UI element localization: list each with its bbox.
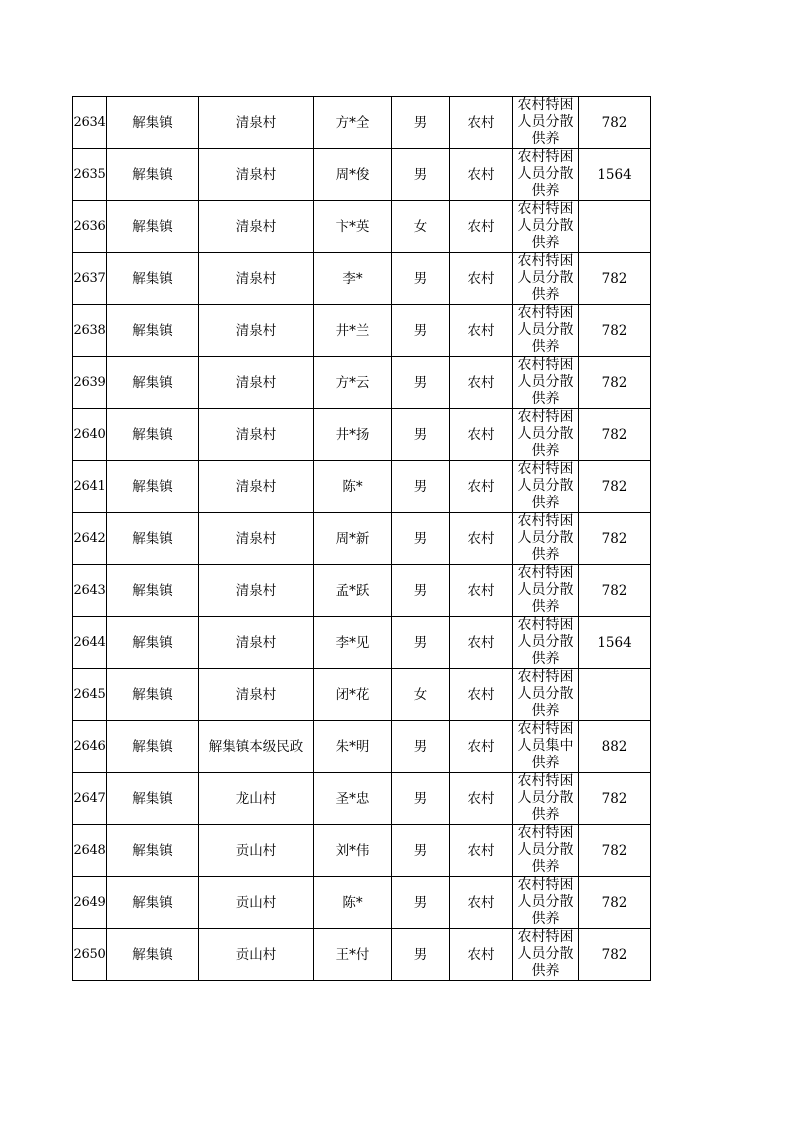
cell-amount: 782 [579, 409, 651, 461]
cell-serial-number: 2636 [73, 201, 107, 253]
table-row [73, 825, 651, 877]
cell-household-type: 农村 [450, 825, 513, 877]
cell-amount: 782 [579, 253, 651, 305]
cell-village: 清泉村 [199, 149, 314, 201]
cell-gender: 男 [392, 773, 450, 825]
cell-person-name: 李* [314, 253, 392, 305]
cell-category: 农村特困人员分散供养 [513, 357, 579, 409]
table-row [73, 513, 651, 565]
cell-category: 农村特困人员分散供养 [513, 149, 579, 201]
cell-village: 贡山村 [199, 929, 314, 981]
cell-person-name: 闭*花 [314, 669, 392, 721]
cell-amount: 782 [579, 357, 651, 409]
cell-gender: 男 [392, 461, 450, 513]
cell-amount: 1564 [579, 617, 651, 669]
table-row [73, 461, 651, 513]
cell-category: 农村特困人员分散供养 [513, 201, 579, 253]
cell-serial-number: 2650 [73, 929, 107, 981]
cell-amount: 782 [579, 877, 651, 929]
cell-amount: 782 [579, 461, 651, 513]
cell-household-type: 农村 [450, 149, 513, 201]
cell-town: 解集镇 [107, 669, 199, 721]
cell-town: 解集镇 [107, 773, 199, 825]
cell-gender: 男 [392, 617, 450, 669]
table-row [73, 201, 651, 253]
cell-category: 农村特困人员分散供养 [513, 825, 579, 877]
cell-household-type: 农村 [450, 773, 513, 825]
cell-household-type: 农村 [450, 513, 513, 565]
cell-amount [579, 669, 651, 721]
cell-village: 清泉村 [199, 513, 314, 565]
cell-person-name: 方*云 [314, 357, 392, 409]
cell-village: 清泉村 [199, 669, 314, 721]
table-row [73, 929, 651, 981]
cell-amount: 782 [579, 97, 651, 149]
cell-town: 解集镇 [107, 357, 199, 409]
cell-category: 农村特困人员分散供养 [513, 929, 579, 981]
cell-village: 清泉村 [199, 253, 314, 305]
cell-town: 解集镇 [107, 201, 199, 253]
cell-town: 解集镇 [107, 513, 199, 565]
table-row [73, 565, 651, 617]
cell-amount: 782 [579, 929, 651, 981]
cell-household-type: 农村 [450, 929, 513, 981]
data-table [72, 96, 651, 981]
cell-serial-number: 2637 [73, 253, 107, 305]
cell-category: 农村特困人员分散供养 [513, 461, 579, 513]
cell-gender: 女 [392, 201, 450, 253]
cell-serial-number: 2648 [73, 825, 107, 877]
cell-person-name: 王*付 [314, 929, 392, 981]
cell-category: 农村特困人员分散供养 [513, 253, 579, 305]
cell-town: 解集镇 [107, 721, 199, 773]
table-row [73, 149, 651, 201]
cell-town: 解集镇 [107, 565, 199, 617]
cell-category: 农村特困人员分散供养 [513, 409, 579, 461]
cell-gender: 男 [392, 929, 450, 981]
cell-village: 贡山村 [199, 825, 314, 877]
cell-village: 清泉村 [199, 565, 314, 617]
cell-gender: 男 [392, 409, 450, 461]
cell-amount: 1564 [579, 149, 651, 201]
cell-town: 解集镇 [107, 97, 199, 149]
cell-town: 解集镇 [107, 461, 199, 513]
table-row [73, 97, 651, 149]
cell-serial-number: 2640 [73, 409, 107, 461]
cell-household-type: 农村 [450, 409, 513, 461]
cell-person-name: 方*全 [314, 97, 392, 149]
cell-town: 解集镇 [107, 409, 199, 461]
cell-person-name: 周*俊 [314, 149, 392, 201]
cell-category: 农村特困人员分散供养 [513, 513, 579, 565]
cell-serial-number: 2635 [73, 149, 107, 201]
table-row [73, 721, 651, 773]
cell-town: 解集镇 [107, 149, 199, 201]
cell-household-type: 农村 [450, 669, 513, 721]
cell-serial-number: 2646 [73, 721, 107, 773]
cell-serial-number: 2647 [73, 773, 107, 825]
cell-village: 清泉村 [199, 357, 314, 409]
cell-serial-number: 2638 [73, 305, 107, 357]
cell-gender: 男 [392, 305, 450, 357]
cell-household-type: 农村 [450, 357, 513, 409]
cell-serial-number: 2644 [73, 617, 107, 669]
cell-village: 清泉村 [199, 305, 314, 357]
cell-gender: 男 [392, 149, 450, 201]
cell-gender: 女 [392, 669, 450, 721]
cell-household-type: 农村 [450, 617, 513, 669]
cell-village: 清泉村 [199, 617, 314, 669]
cell-town: 解集镇 [107, 253, 199, 305]
cell-person-name: 陈* [314, 461, 392, 513]
table-row [73, 669, 651, 721]
table-row [73, 877, 651, 929]
cell-village: 龙山村 [199, 773, 314, 825]
table-row [73, 617, 651, 669]
cell-category: 农村特困人员分散供养 [513, 669, 579, 721]
cell-town: 解集镇 [107, 305, 199, 357]
cell-household-type: 农村 [450, 877, 513, 929]
table-row [73, 357, 651, 409]
cell-amount: 882 [579, 721, 651, 773]
cell-category: 农村特困人员集中供养 [513, 721, 579, 773]
cell-gender: 男 [392, 253, 450, 305]
cell-category: 农村特困人员分散供养 [513, 773, 579, 825]
cell-gender: 男 [392, 877, 450, 929]
cell-village: 清泉村 [199, 409, 314, 461]
cell-amount: 782 [579, 773, 651, 825]
cell-person-name: 卞*英 [314, 201, 392, 253]
table-row [73, 253, 651, 305]
cell-category: 农村特困人员分散供养 [513, 565, 579, 617]
cell-person-name: 孟*跃 [314, 565, 392, 617]
cell-serial-number: 2634 [73, 97, 107, 149]
cell-gender: 男 [392, 513, 450, 565]
cell-amount: 782 [579, 513, 651, 565]
cell-serial-number: 2643 [73, 565, 107, 617]
cell-gender: 男 [392, 565, 450, 617]
cell-person-name: 井*兰 [314, 305, 392, 357]
cell-amount: 782 [579, 565, 651, 617]
cell-household-type: 农村 [450, 305, 513, 357]
cell-town: 解集镇 [107, 929, 199, 981]
table-row [73, 409, 651, 461]
cell-household-type: 农村 [450, 461, 513, 513]
cell-village: 清泉村 [199, 201, 314, 253]
cell-village: 清泉村 [199, 461, 314, 513]
cell-gender: 男 [392, 721, 450, 773]
cell-village: 解集镇本级民政 [199, 721, 314, 773]
cell-category: 农村特困人员分散供养 [513, 877, 579, 929]
cell-person-name: 陈* [314, 877, 392, 929]
cell-person-name: 李*见 [314, 617, 392, 669]
cell-serial-number: 2642 [73, 513, 107, 565]
cell-person-name: 圣*忠 [314, 773, 392, 825]
cell-serial-number: 2639 [73, 357, 107, 409]
cell-category: 农村特困人员分散供养 [513, 305, 579, 357]
cell-town: 解集镇 [107, 617, 199, 669]
cell-household-type: 农村 [450, 721, 513, 773]
cell-household-type: 农村 [450, 97, 513, 149]
cell-amount: 782 [579, 825, 651, 877]
cell-person-name: 井*扬 [314, 409, 392, 461]
cell-town: 解集镇 [107, 877, 199, 929]
cell-village: 清泉村 [199, 97, 314, 149]
cell-category: 农村特困人员分散供养 [513, 617, 579, 669]
cell-household-type: 农村 [450, 565, 513, 617]
table-row [73, 773, 651, 825]
cell-category: 农村特困人员分散供养 [513, 97, 579, 149]
cell-gender: 男 [392, 357, 450, 409]
cell-serial-number: 2645 [73, 669, 107, 721]
cell-gender: 男 [392, 825, 450, 877]
cell-amount [579, 201, 651, 253]
cell-household-type: 农村 [450, 253, 513, 305]
cell-person-name: 刘*伟 [314, 825, 392, 877]
cell-town: 解集镇 [107, 825, 199, 877]
cell-serial-number: 2649 [73, 877, 107, 929]
table-body [73, 97, 651, 981]
cell-serial-number: 2641 [73, 461, 107, 513]
cell-person-name: 周*新 [314, 513, 392, 565]
cell-village: 贡山村 [199, 877, 314, 929]
cell-gender: 男 [392, 97, 450, 149]
cell-person-name: 朱*明 [314, 721, 392, 773]
cell-household-type: 农村 [450, 201, 513, 253]
table-row [73, 305, 651, 357]
cell-amount: 782 [579, 305, 651, 357]
